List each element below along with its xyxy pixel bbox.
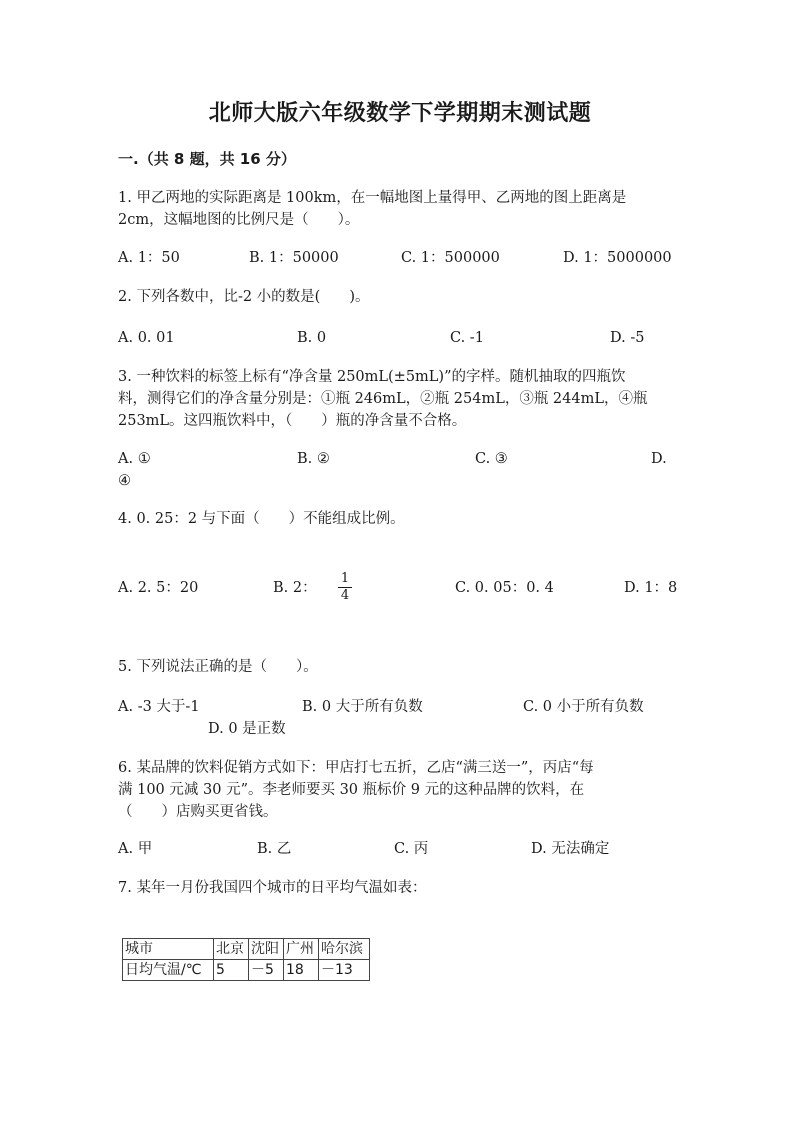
option-a: A. -3 大于-1 [118, 699, 200, 715]
temperature-table [122, 938, 370, 981]
option-b: B. 1：50000 [249, 250, 339, 266]
question-1-options [118, 247, 693, 269]
question-4 [118, 508, 678, 530]
question-3-line-2: 料，测得它们的净含量分别是：①瓶 246mL，②瓶 254mL，③瓶 244mL，④瓶 [118, 391, 648, 407]
question-1 [118, 187, 678, 231]
question-6-options [118, 838, 693, 860]
table-cell: 5 [214, 960, 249, 981]
page-title: 北师大版六年级数学下学期期末测试题 [208, 100, 592, 126]
question-2-line-1: 2. 下列各数中，比-2 小的数是( )。 [118, 289, 370, 305]
question-3-line-3: 253mL。这四瓶饮料中，（ ）瓶的净含量不合格。 [118, 413, 467, 429]
table-header-cell: 哈尔滨 [319, 939, 370, 960]
table-row [123, 939, 370, 960]
question-2-options [118, 327, 693, 349]
option-d: D. 1：5000000 [563, 250, 672, 266]
question-3-line-1: 3. 一种饮料的标签上标有“净含量 250mL(±5mL)”的字样。随机抽取的四瓶饮 [118, 369, 626, 385]
fraction-numerator: 1 [338, 572, 352, 588]
option-b: B. 乙 [257, 841, 292, 857]
table-header-cell: 广州 [284, 939, 319, 960]
option-a: A. ① [118, 451, 151, 467]
option-b: B. 2： [273, 580, 317, 596]
option-a: A. 甲 [118, 841, 153, 857]
table-cell: 18 [284, 960, 319, 981]
option-c: C. 丙 [394, 841, 429, 857]
question-5 [118, 656, 678, 678]
question-6-line-2: 满 100 元减 30 元”。李老师要买 30 瓶标价 9 元的这种品牌的饮料，在 [118, 782, 585, 798]
question-2 [118, 286, 678, 308]
question-5-options [118, 696, 693, 740]
option-b: B. 0 [297, 330, 327, 346]
table-header-cell: 北京 [214, 939, 249, 960]
table-cell: 日均气温/℃ [123, 960, 214, 981]
question-1-line-2: 2cm，这幅地图的比例尺是（ ）。 [118, 212, 360, 228]
section-heading: 一.（共 8 题，共 16 分） [118, 150, 296, 168]
option-d-continued: ④ [118, 473, 131, 489]
option-b: B. ② [297, 451, 330, 467]
option-b: B. 0 大于所有负数 [302, 699, 423, 715]
option-c: C. 0 小于所有负数 [523, 699, 644, 715]
question-6-line-3: （ ）店购买更省钱。 [118, 804, 278, 820]
question-4-options [118, 571, 693, 603]
question-3-options [118, 448, 693, 492]
option-c: C. ③ [475, 451, 508, 467]
question-7 [118, 877, 678, 899]
option-d: D. 无法确定 [531, 841, 610, 857]
question-7-line-1: 7. 某年一月份我国四个城市的日平均气温如表： [118, 880, 427, 896]
option-d: D. 1：8 [624, 580, 678, 596]
table-cell: －5 [249, 960, 284, 981]
option-b-fraction [338, 572, 352, 603]
table-header-cell: 沈阳 [249, 939, 284, 960]
question-3 [118, 366, 678, 432]
option-c: C. -1 [450, 330, 484, 346]
option-d: D. -5 [610, 330, 645, 346]
table-header-cell: 城市 [123, 939, 214, 960]
option-a: A. 1：50 [118, 250, 180, 266]
question-6-line-1: 6. 某品牌的饮料促销方式如下：甲店打七五折，乙店“满三送一”，丙店“每 [118, 760, 594, 776]
option-a: A. 2. 5：20 [118, 580, 199, 596]
table-cell: －13 [319, 960, 370, 981]
table-row [123, 960, 370, 981]
option-d: D. [651, 451, 667, 467]
question-6 [118, 757, 678, 823]
option-a: A. 0. 01 [118, 330, 175, 346]
option-c: C. 1：500000 [401, 250, 500, 266]
option-c: C. 0. 05：0. 4 [455, 580, 554, 596]
fraction-denominator: 4 [340, 588, 350, 603]
question-5-line-1: 5. 下列说法正确的是（ ）。 [118, 659, 318, 675]
question-1-line-1: 1. 甲乙两地的实际距离是 100km，在一幅地图上量得甲、乙两地的图上距离是 [118, 190, 627, 206]
option-d: D. 0 是正数 [208, 721, 286, 737]
question-4-line-1: 4. 0. 25：2 与下面（ ）不能组成比例。 [118, 511, 405, 527]
